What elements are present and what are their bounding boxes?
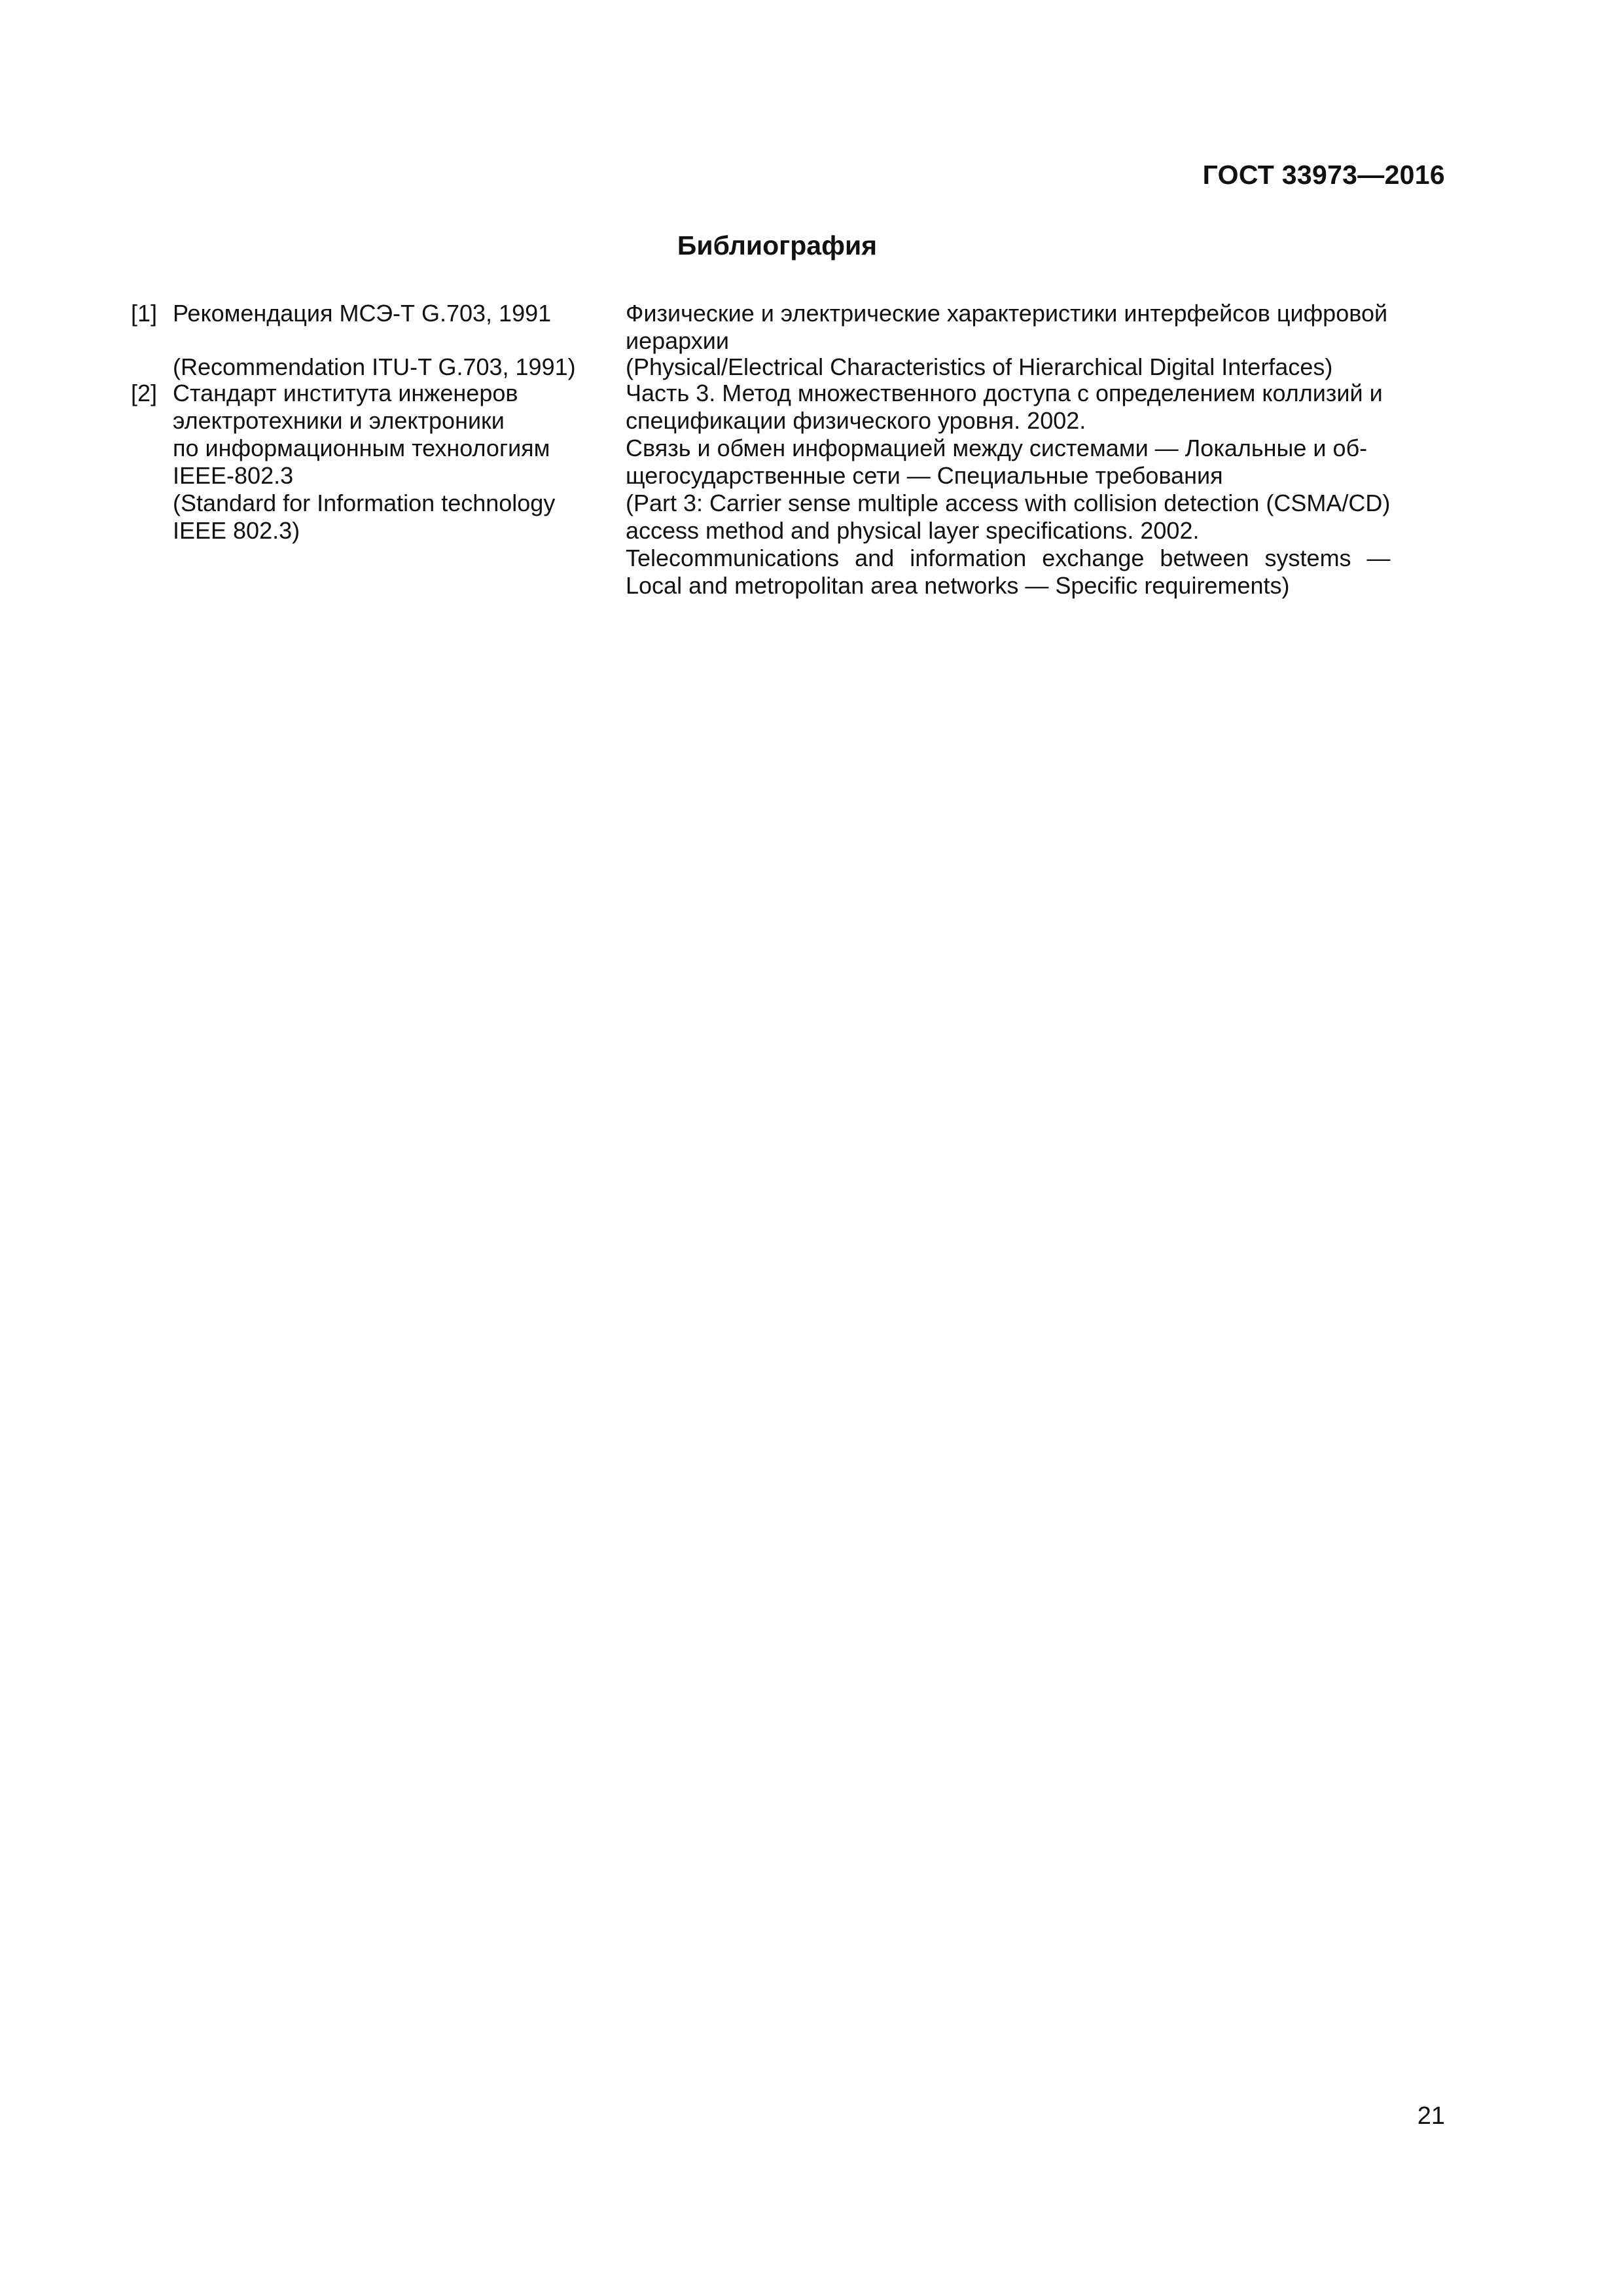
entry-source-line: (Recommendation ITU-T G.703, 1991) — [173, 353, 576, 380]
entry-source-line: (Standard for Information technology — [173, 490, 556, 516]
entry-source-line: IEEE 802.3) — [173, 517, 300, 544]
bibliography-entry-1 — [131, 300, 1440, 380]
entry-description-line: access method and physical layer specifications. 2002. — [626, 517, 1200, 544]
entry-description-line: Физические и электрические характеристики интерфейсов цифровой — [626, 300, 1388, 327]
entry-description — [626, 300, 1428, 381]
entry-description-line: (Physical/Electrical Characteristics of Hierarchical Digital Interfaces) — [626, 353, 1333, 380]
entry-source-line: Стандарт института инженеров — [173, 380, 518, 406]
section-title: Библиография — [677, 230, 878, 260]
entry-source-line: IEEE-802.3 — [173, 462, 294, 489]
entry-description-line: Telecommunications and information exchange between systems — — [626, 545, 1391, 571]
entry-description — [626, 380, 1428, 600]
entry-source-line: электротехники и электроники — [173, 407, 505, 434]
entry-description-line: Часть 3. Метод множественного доступа с определением коллизий и — [626, 380, 1383, 406]
page-number: 21 — [1417, 2102, 1445, 2130]
entry-description-line: (Part 3: Carrier sense multiple access with collision detection (CSMA/CD) — [626, 490, 1391, 516]
entry-description-line: Local and metropolitan area networks — Specific requirements) — [626, 572, 1290, 599]
entry-source-line: Рекомендация МСЭ-Т G.703, 1991 — [173, 300, 552, 327]
entry-source-line: по информационным технологиям — [173, 435, 550, 461]
entry-number: [1] — [131, 300, 158, 327]
document-code-header: ГОСТ 33973—2016 — [1202, 160, 1445, 190]
entry-description-line: иерархии — [626, 327, 730, 354]
bibliography-list — [131, 300, 1440, 602]
entry-description-line: спецификации физического уровня. 2002. — [626, 407, 1086, 434]
entry-description-line: щегосударственные сети — Специальные требования — [626, 462, 1223, 489]
entry-number: [2] — [131, 380, 158, 406]
bibliography-entry-2 — [131, 380, 1440, 602]
entry-description-line: Связь и обмен информацией между системами — Локальные и об- — [626, 435, 1368, 461]
